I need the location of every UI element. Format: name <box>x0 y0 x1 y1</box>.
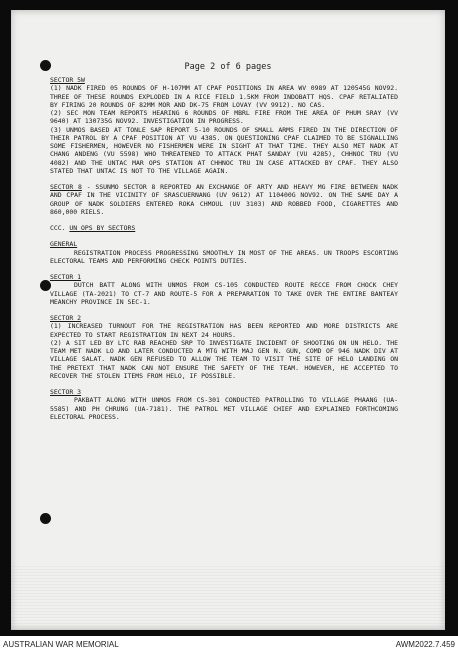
section-lead-title: UN OPS BY SECTORS <box>69 224 136 232</box>
document-body <box>50 76 398 421</box>
section-heading: SECTOR 2 <box>50 314 82 322</box>
paragraph-text: - SSUNMO SECTOR 8 REPORTED AN EXCHANGE OF ARTY AND HEAVY MG FIRE BETWEEN NADK AND CPAF IN THE VICINITY OF SRASCUERNANG (UV 9612) AT 110400G NOV92. ON THE SAME DAY A GROUP OF NADK SOLDIERS ENTERED ROKA CHMOUL (UV 3103) AND ROBBED FOOD, CIGARETTES AND 860,000 RIELS. <box>50 183 398 216</box>
section-paragraph: (1) INCREASED TURNOUT FOR THE REGISTRATION HAS BEEN REPORTED AND MORE DISTRICTS ARE EXPECTED TO START REGISTRATION IN NEXT 24 HOURS. <box>50 322 398 339</box>
section-heading: GENERAL <box>50 240 78 249</box>
section-lead-prefix: CCC. <box>50 224 70 232</box>
document-section <box>50 388 398 421</box>
section-heading: SECTOR 5W <box>50 76 85 84</box>
section-paragraph: DUTCH BATT ALONG WITH UNMOS FROM CS-105 CONDUCTED ROUTE RECCE FROM CHOCK CHEY VILLAGE (TA-2021) TO CT-7 AND ROUTE-5 FOR A PREPARATION TO TAKE OVER THE ENTIRE BANTEAY MEANCHY PROVINCE IN SEC-1. <box>50 281 398 306</box>
section-paragraph <box>50 183 398 216</box>
document-section <box>50 76 398 175</box>
section-paragraph: (3) UNMOS BASED AT TONLE SAP REPORT 5-10 ROUNDS OF SMALL ARMS FIRED IN THE DIRECTION OF THEIR PATROL BY A CPAF POSITION AT VU 4385. ON QUESTIONING CPAF CLAIMED TO BE SIGNALLING SOME FISHERMEN, HOWEVER NO FISHERMEN WERE IN SIGHT AT THAT TIME. THEY ALSO MET NADK AT CHANG ANDENG (VU 5598) WHO THREATENED TO ATTACK PHAT SANDAY (VU 4285), CHHNOC TRU (VU 4082) AND THE UNTAC MAR OPS STATION AT CHHNOC TRU IN CASE ATTACKED BY CPAF. THEY ALSO STATED THAT UNTAC IS NOT TO THE VILLAGE AGAIN. <box>50 125 398 175</box>
document-section <box>50 240 398 265</box>
scan-shading <box>11 565 445 630</box>
section-paragraph: REGISTRATION PROCESS PROGRESSING SMOOTHLY IN MOST OF THE AREAS. UN TROOPS ESCORTING ELECTORAL TEAMS AND PERFORMING CHECK POINTS DUTIES. <box>50 248 398 265</box>
section-heading: SECTOR 3 <box>50 388 82 396</box>
section-lead <box>50 224 398 232</box>
punch-hole <box>40 513 51 524</box>
footer-accession-number: AWM2022.7.459 <box>395 640 455 649</box>
section-heading: SECTOR 1 <box>50 273 82 281</box>
section-paragraph: PAKBATT ALONG WITH UNMOS FROM CS-301 CONDUCTED PATROLLING TO VILLAGE PHAANG (UA-5585) AND PH CHRUNG (UA-7181). THE PATROL MET VILLAGE CHIEF AND EXPLAINED FORTHCOMING ELECTORAL PROCESS. <box>50 396 398 421</box>
document-page <box>11 10 445 630</box>
document-section <box>50 273 398 306</box>
document-section <box>50 183 398 216</box>
section-heading: SECTOR 8 <box>50 183 82 191</box>
section-paragraph: (2) A SIT LED BY LTC RAB REACHED SRP TO INVESTIGATE INCIDENT OF SHOOTING ON UN HELO. THE TEAM MET NADK LO AND LATER CONDUCTED A MTG WITH MAJ GEN N. GUN, COMD OF 946 NADK DIV AT VILLAGE SALAT. NADK GEN REFUSED TO ALLOW THE TEAM TO VISIT THE SITE OF HELO LANDING ON THE PRETEXT THAT NADK CAN NOT ENSURE THE SAFETY OF THE TEAM. HOWEVER, HE ACCEPTED TO RECOVER THE STOLEN ITEMS FROM HELO, IF POSSIBLE. <box>50 338 398 380</box>
page-number: Page 2 of 6 pages <box>184 62 272 72</box>
document-section <box>50 314 398 380</box>
document-section <box>50 224 398 232</box>
footer-institution: AUSTRALIAN WAR MEMORIAL <box>3 640 119 649</box>
footer-bar <box>0 636 458 653</box>
section-paragraph: (2) SEC MON TEAM REPORTS HEARING 6 ROUNDS OF MBRL FIRE FROM THE AREA OF PHUM SRAY (VV 9640) AT 130735G NOV92. INVESTIGATION IN PROGRESS. <box>50 109 398 126</box>
section-paragraph: (1) NADK FIRED 05 ROUNDS OF H-107MM AT CPAF POSITIONS IN AREA WV 0989 AT 120545G NOV92. THREE OF THESE ROUNDS EXPLODED IN A RICE FIELD 1.5KM FROM INDOBATT HQS. CPAF RETALIATED BY FIRING 20 ROUNDS OF 82MM MOR AND DK-75 FROM LOVAY (VV 9912). NO CAS. <box>50 84 398 109</box>
